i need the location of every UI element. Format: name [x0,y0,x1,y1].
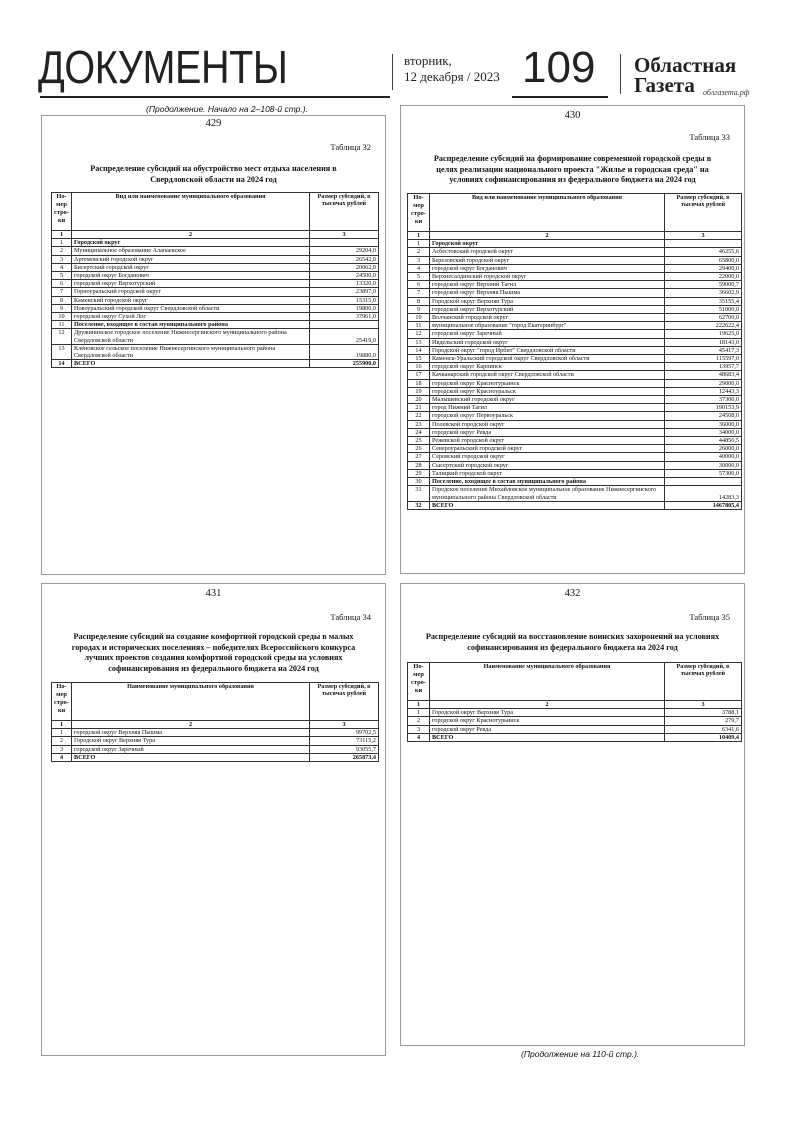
col-header-amount: Размер субсидий, в тысячах рублей [310,193,379,231]
subsidy-amount: 10409,4 [665,733,742,741]
row-number: 14 [408,346,430,354]
table-row [408,297,742,305]
row-number: 1 [408,709,430,717]
row-number: 27 [408,453,430,461]
municipality-name: Городской округ Верхняя Тура [430,297,665,305]
subsidy-amount: 34000,0 [665,428,742,436]
municipality-name: Городское поселение Михайловское муниципальное образование Нижнесергинского муниципального района Свердловской области [430,486,665,501]
municipality-name: Малышевский городской округ [430,396,665,404]
subsidy-amount: 13957,7 [665,363,742,371]
municipality-name: городской округ Красноуральск [430,387,665,395]
municipality-name: ВСЕГО [72,360,310,368]
page-number-rule [512,96,608,98]
document-number: 432 [564,588,581,599]
subsidy-amount: 99702,5 [310,729,379,737]
municipality-name: Качканарский городской округ Свердловской области [430,371,665,379]
col-header-number: Но-мер стро-ки [52,683,72,721]
municipality-name: Новоуральский городской округ Свердловской области [72,304,310,312]
municipality-name: Бисертский городской округ [72,263,310,271]
municipality-name: Горноуральский городской округ [72,288,310,296]
row-number: 3 [52,745,72,753]
municipality-name: Верхнесалдинский городской округ [430,273,665,281]
subsidy-amount: 48683,4 [665,371,742,379]
column-index-cell: 1 [408,232,430,240]
subsidy-amount: 93055,7 [310,745,379,753]
subsidy-amount: 30000,0 [665,461,742,469]
subsidy-amount: 65800,0 [665,256,742,264]
row-number: 4 [52,263,72,271]
subsidy-amount: 29400,0 [665,264,742,272]
table-row [408,453,742,461]
table-label: Таблица 33 [689,132,730,142]
subsidy-amount: 59000,7 [665,281,742,289]
col-header-number: Но-мер стро-ки [408,194,430,232]
table-title: Распределение субсидий на обустройство мест отдыха населения в Свердловской области на 2024 год [90,164,337,184]
row-number: 11 [408,322,430,330]
table-row [408,412,742,420]
col-header-name: Наименование муниципального образования [430,663,665,701]
municipality-name: Дружининское городское поселение Нижнесергинского муниципального района Свердловской области [72,329,310,344]
table-row [408,437,742,445]
document-panel-432 [400,583,745,1046]
municipality-name: ВСЕГО [430,733,665,741]
total-row [52,360,379,368]
row-number: 6 [408,281,430,289]
table-row [52,296,379,304]
col-header-amount: Размер субсидий, в тысячах рублей [665,663,742,701]
column-index-cell: 1 [52,231,72,239]
continuation-note-top: (Продолжение. Начало на 2–108-й стр.). [146,104,308,114]
row-number: 3 [408,725,430,733]
subsidy-amount: 24500,0 [310,272,379,280]
row-number: 12 [52,329,72,344]
table-row [408,305,742,313]
subsidy-amount: 37300,0 [665,396,742,404]
municipality-name: городской округ Заречный [72,745,310,753]
subsidy-amount: 37961,0 [310,313,379,321]
issue-weekday: вторник, [404,53,452,68]
row-number: 4 [408,264,430,272]
municipality-name: Полевской городской округ [430,420,665,428]
row-number: 23 [408,420,430,428]
subsidy-table [51,682,379,762]
subsidy-amount: 19800,0 [310,304,379,312]
row-number: 2 [408,717,430,725]
row-number: 7 [52,288,72,296]
table-row [408,469,742,477]
municipality-name: Североуральский городской округ [430,445,665,453]
table-row [52,272,379,280]
table-row [408,371,742,379]
municipality-name: Волчанский городской округ [430,314,665,322]
municipality-name: Поселение, входящее в состав муниципального района [430,478,665,486]
row-number: 12 [408,330,430,338]
municipality-name: городской округ Богданович [72,272,310,280]
row-number: 9 [408,305,430,313]
table-title: Распределение субсидий на восстановление воинских захоронений на условиях софинансирования из федерального бюджета на 2024 год [425,632,720,652]
municipality-name: городской округ Карпинск [430,363,665,371]
subsidy-amount: 190153,9 [665,404,742,412]
row-number: 11 [52,321,72,329]
table-row [408,363,742,371]
municipality-name: Каменск-Уральский городской округ Свердловской области [430,355,665,363]
column-index-cell: 3 [310,721,379,729]
row-number: 7 [408,289,430,297]
municipality-name: Ивдельский городской округ [430,338,665,346]
table-row [52,247,379,255]
municipality-name: городской округ Верхняя Пышма [430,289,665,297]
newspaper-site: облгазета.рф [703,88,750,97]
municipality-name: городской округ Верхотурский [430,305,665,313]
subsidy-amount: 3788,1 [665,709,742,717]
municipality-name: городской округ Первоуральск [430,412,665,420]
subsidy-amount: 40000,0 [665,453,742,461]
section-title: ДОКУМЕНТЫ [38,41,288,93]
col-header-amount: Размер субсидий, в тысячах рублей [665,194,742,232]
subsidy-amount: 18143,0 [665,338,742,346]
col-header-amount: Размер субсидий, в тысячах рублей [310,683,379,721]
municipality-name: городской округ Верхняя Пышма [72,729,310,737]
table-row [52,280,379,288]
document-number: 429 [205,118,222,129]
continuation-note-bottom: (Продолжение на 110-й стр.). [521,1049,640,1059]
municipality-name: Городской округ [72,239,310,247]
row-number: 32 [408,501,430,509]
subsidy-amount: 29000,0 [665,379,742,387]
row-number: 22 [408,412,430,420]
subsidy-amount: 1467805,4 [665,501,742,509]
subsidy-table [407,662,742,742]
subsidy-amount: 62700,0 [665,314,742,322]
subsidy-amount: 25419,0 [310,329,379,344]
municipality-name: Городской округ Верхняя Тура [72,737,310,745]
subsidy-amount: 46255,6 [665,248,742,256]
municipality-name: городской округ Верхний Тагил [430,281,665,289]
row-number: 3 [408,256,430,264]
column-index-row [408,232,742,240]
row-number: 1 [52,729,72,737]
newspaper-name-line2: Газета [634,73,695,97]
municipality-name: городской округ Сухой Лог [72,313,310,321]
column-index-cell: 1 [52,721,72,729]
subsidy-amount: 23897,0 [310,288,379,296]
header-rule [40,96,390,98]
municipality-name: Каменский городской округ [72,296,310,304]
subsidy-amount: 15315,0 [310,296,379,304]
subsidy-amount: 57300,0 [665,469,742,477]
table-row [408,709,742,717]
table-row [408,486,742,501]
table-row [408,264,742,272]
table-row [408,240,742,248]
col-header-number: Но-мер стро-ки [408,663,430,701]
subsidy-amount: 13320,0 [310,280,379,288]
row-number: 3 [52,255,72,263]
issue-date-line: 12 декабря / 2023 [404,69,500,84]
table-row [408,420,742,428]
row-number: 20 [408,396,430,404]
row-number: 30 [408,478,430,486]
table-row [52,329,379,344]
table-row [408,725,742,733]
col-header-number: Но-мер стро-ки [52,193,72,231]
municipality-name: Асбестовский городской округ [430,248,665,256]
table-label: Таблица 34 [330,612,371,622]
municipality-name: Клёновское сельское поселение Нижнесергинского муниципального района Свердловской области [72,344,310,359]
row-number: 10 [408,314,430,322]
column-index-cell: 3 [665,232,742,240]
municipality-name: ВСЕГО [72,753,310,761]
table-row [408,330,742,338]
subsidy-amount: 255900,0 [310,360,379,368]
row-number: 4 [52,753,72,761]
newspaper-name-line1: Областная [634,53,737,77]
municipality-name: городской округ Богданович [430,264,665,272]
table-row [408,273,742,281]
column-index-row [52,231,379,239]
row-number: 6 [52,280,72,288]
table-row [408,396,742,404]
subsidy-amount: 24508,0 [665,412,742,420]
table-row [408,314,742,322]
table-row [408,461,742,469]
table-row [408,256,742,264]
row-number: 29 [408,469,430,477]
table-row [52,745,379,753]
row-number: 1 [408,240,430,248]
municipality-name: Городской округ Верхняя Тура [430,709,665,717]
subsidy-amount: 44856,5 [665,437,742,445]
header-divider-2 [620,54,621,94]
subsidy-amount: 20062,0 [310,263,379,271]
header-divider [392,54,393,90]
row-number: 24 [408,428,430,436]
municipality-name: городской округ Краснотурьинск [430,379,665,387]
row-number: 14 [52,360,72,368]
row-number: 25 [408,437,430,445]
table-row [408,445,742,453]
row-number: 8 [52,296,72,304]
row-number: 5 [52,272,72,280]
subsidy-amount: 36602,9 [665,289,742,297]
subsidy-amount: 73115,2 [310,737,379,745]
col-header-name: Наименование муниципального образования [72,683,310,721]
subsidy-table [51,192,379,368]
table-row [52,321,379,329]
document-panel-430 [400,105,745,574]
row-number: 8 [408,297,430,305]
column-index-cell: 2 [430,232,665,240]
row-number: 2 [408,248,430,256]
municipality-name: Талицкий городской округ [430,469,665,477]
subsidy-amount [665,240,742,248]
municipality-name: ВСЕГО [430,501,665,509]
row-number: 19 [408,387,430,395]
row-number: 9 [52,304,72,312]
document-number: 431 [205,588,222,599]
row-number: 13 [52,344,72,359]
table-row [408,281,742,289]
row-number: 2 [52,247,72,255]
subsidy-amount: 14283,3 [665,486,742,501]
document-panel-431 [41,583,386,1056]
column-index-row [408,701,742,709]
subsidy-amount: 45417,3 [665,346,742,354]
row-number: 21 [408,404,430,412]
subsidy-amount: 36000,0 [665,420,742,428]
subsidy-amount: 279,7 [665,717,742,725]
row-number: 4 [408,733,430,741]
row-number: 10 [52,313,72,321]
total-row [52,753,379,761]
municipality-name: муниципальное образование "город Екатеринбург" [430,322,665,330]
column-index-row [52,721,379,729]
issue-date [404,53,500,85]
table-row [408,428,742,436]
subsidy-amount: 22000,0 [665,273,742,281]
table-row [408,379,742,387]
row-number: 31 [408,486,430,501]
table-row [408,355,742,363]
subsidy-amount: 222622,4 [665,322,742,330]
municipality-name: Муниципальное образование Алапаевское [72,247,310,255]
row-number: 18 [408,379,430,387]
table-title: Распределение субсидий на создание комфортной городской среды в малых городах и исторических поселениях – победителях Всероссийского конкурса лучших проектов создания комфортной городской среды на условиях софинансирования из федерального бюджета на 2024 год [71,632,356,673]
row-number: 28 [408,461,430,469]
subsidy-amount: 12443,3 [665,387,742,395]
municipality-name: Городской округ [430,240,665,248]
subsidy-amount: 26542,0 [310,255,379,263]
municipality-name: городской округ Ревда [430,725,665,733]
table-row [408,478,742,486]
row-number: 1 [52,239,72,247]
municipality-name: городской округ Краснотурьинск [430,717,665,725]
row-number: 13 [408,338,430,346]
municipality-name: Режевской городской округ [430,437,665,445]
municipality-name: Артемовский городской округ [72,255,310,263]
subsidy-amount [310,239,379,247]
table-label: Таблица 35 [689,612,730,622]
row-number: 2 [52,737,72,745]
subsidy-amount: 51000,0 [665,305,742,313]
table-row [52,239,379,247]
subsidy-amount: 265873,4 [310,753,379,761]
table-row [52,255,379,263]
table-row [52,737,379,745]
subsidy-amount: 115597,0 [665,355,742,363]
subsidy-amount: 19625,0 [665,330,742,338]
table-row [52,344,379,359]
municipality-name: Березовский городской округ [430,256,665,264]
table-row [408,322,742,330]
page-number: 109 [522,43,596,92]
document-panel-429 [41,115,386,575]
subsidy-amount [310,321,379,329]
table-label: Таблица 32 [330,142,371,152]
subsidy-amount: 6341,6 [665,725,742,733]
subsidy-amount: 26000,0 [665,445,742,453]
municipality-name: город Нижний Тагил [430,404,665,412]
municipality-name: Городской округ "город Ирбит" Свердловской области [430,346,665,354]
row-number: 16 [408,363,430,371]
row-number: 17 [408,371,430,379]
table-row [52,729,379,737]
col-header-name: Вид или наименование муниципального образования [72,193,310,231]
table-row [52,313,379,321]
subsidy-table [407,193,742,510]
table-row [408,289,742,297]
col-header-name: Вид или наименование муниципального образования [430,194,665,232]
table-title: Распределение субсидий на формирование современной городской среды в целях реализации национального проекта "Жилье и городская среда" на условиях софинансирования из федерального бюджета на 2024 год [433,154,712,185]
subsidy-amount: 29204,0 [310,247,379,255]
table-row [52,288,379,296]
total-row [408,733,742,741]
table-row [408,248,742,256]
table-row [52,263,379,271]
column-index-cell: 2 [72,231,310,239]
row-number: 5 [408,273,430,281]
column-index-cell: 1 [408,701,430,709]
table-row [408,346,742,354]
column-index-cell: 2 [72,721,310,729]
municipality-name: Сысертский городской округ [430,461,665,469]
total-row [408,501,742,509]
municipality-name: Серовский городской округ [430,453,665,461]
subsidy-amount [665,478,742,486]
table-row [408,404,742,412]
row-number: 26 [408,445,430,453]
municipality-name: городской округ Ревда [430,428,665,436]
subsidy-amount: 35155,4 [665,297,742,305]
municipality-name: Поселение, входящее в состав муниципального района [72,321,310,329]
subsidy-amount: 19880,0 [310,344,379,359]
row-number: 15 [408,355,430,363]
column-index-cell: 3 [665,701,742,709]
table-row [408,387,742,395]
document-number: 430 [564,110,581,121]
table-row [408,717,742,725]
column-index-cell: 3 [310,231,379,239]
municipality-name: городской округ Верхотурский [72,280,310,288]
table-row [52,304,379,312]
column-index-cell: 2 [430,701,665,709]
municipality-name: городской округ Заречный [430,330,665,338]
table-row [408,338,742,346]
